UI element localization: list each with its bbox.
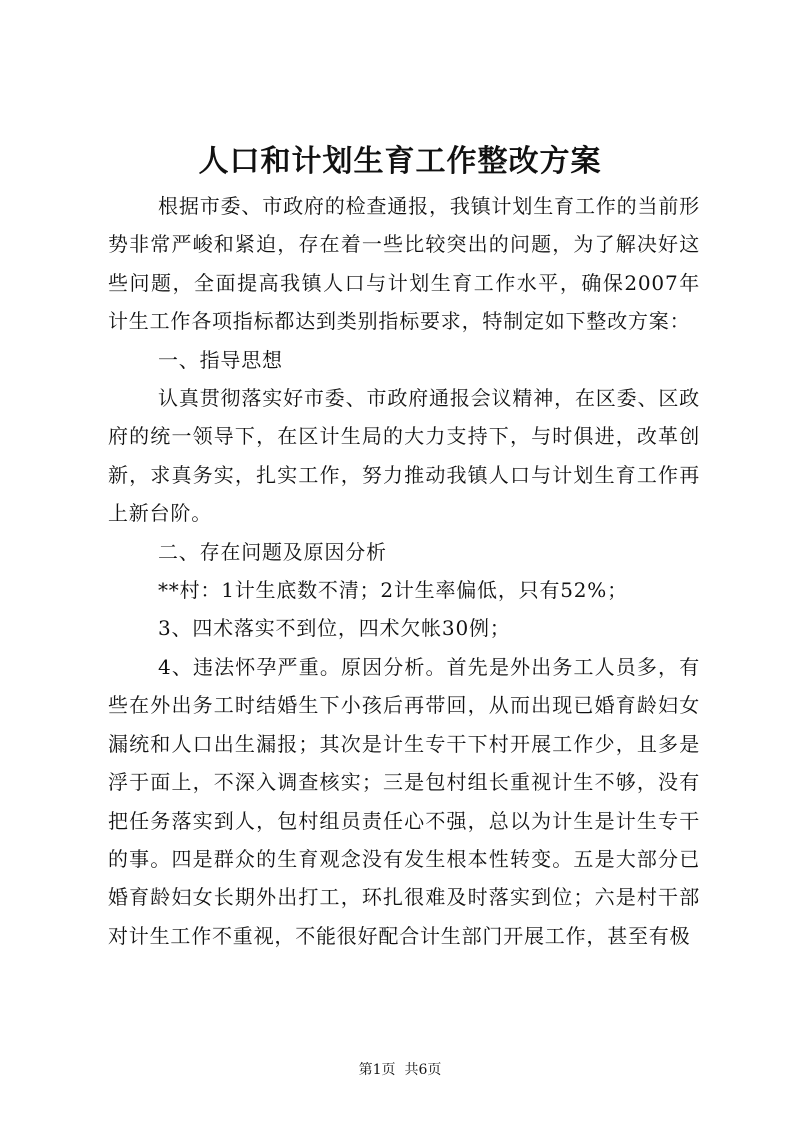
section-heading-problems: 二、存在问题及原因分析 [158, 539, 387, 564]
section-heading-guiding-thought: 一、指导思想 [158, 347, 283, 372]
problem-item-3: 3、四术落实不到位，四术欠帐30例； [158, 616, 511, 641]
document-body [108, 187, 700, 955]
intro-paragraph: 根据市委、市政府的检查通报，我镇计划生育工作的当前形势非常严峻和紧迫，存在着一些比较突出的问题，为了解决好这些问题，全面提高我镇人口与计划生育工作水平，确保2007年计生工作各项指标都达到类别指标要求，特制定如下整改方案： [108, 194, 700, 334]
problem-item-village: **村：1计生底数不清；2计生率偏低，只有52%； [158, 578, 628, 603]
document-title: 人口和计划生育工作整改方案 [198, 144, 602, 179]
page-footer: 第1页 共6页 [358, 1062, 442, 1078]
guiding-thought-paragraph: 认真贯彻落实好市委、市政府通报会议精神，在区委、区政府的统一领导下，在区计生局的大力支持下，与时俱进，改革创新，求真务实，扎实工作，努力推动我镇人口与计划生育工作再上新台阶。 [108, 386, 700, 526]
problem-item-4: 4、违法怀孕严重。原因分析。首先是外出务工人员多，有些在外出务工时结婚生下小孩后再带回，从而出现已婚育龄妇女漏统和人口出生漏报；其次是计生专干下村开展工作少，且多是浮于面上，不深入调查核实；三是包村组长重视计生不够，没有把任务落实到人，包村组员责任心不强，总以为计生是计生专干的事。四是群众的生育观念没有发生根本性转变。五是大部分已婚育龄妇女长期外出打工，环扎很难及时落实到位；六是村干部对计生工作不重视，不能很好配合计生部门开展工作，甚至有极 [108, 654, 700, 948]
